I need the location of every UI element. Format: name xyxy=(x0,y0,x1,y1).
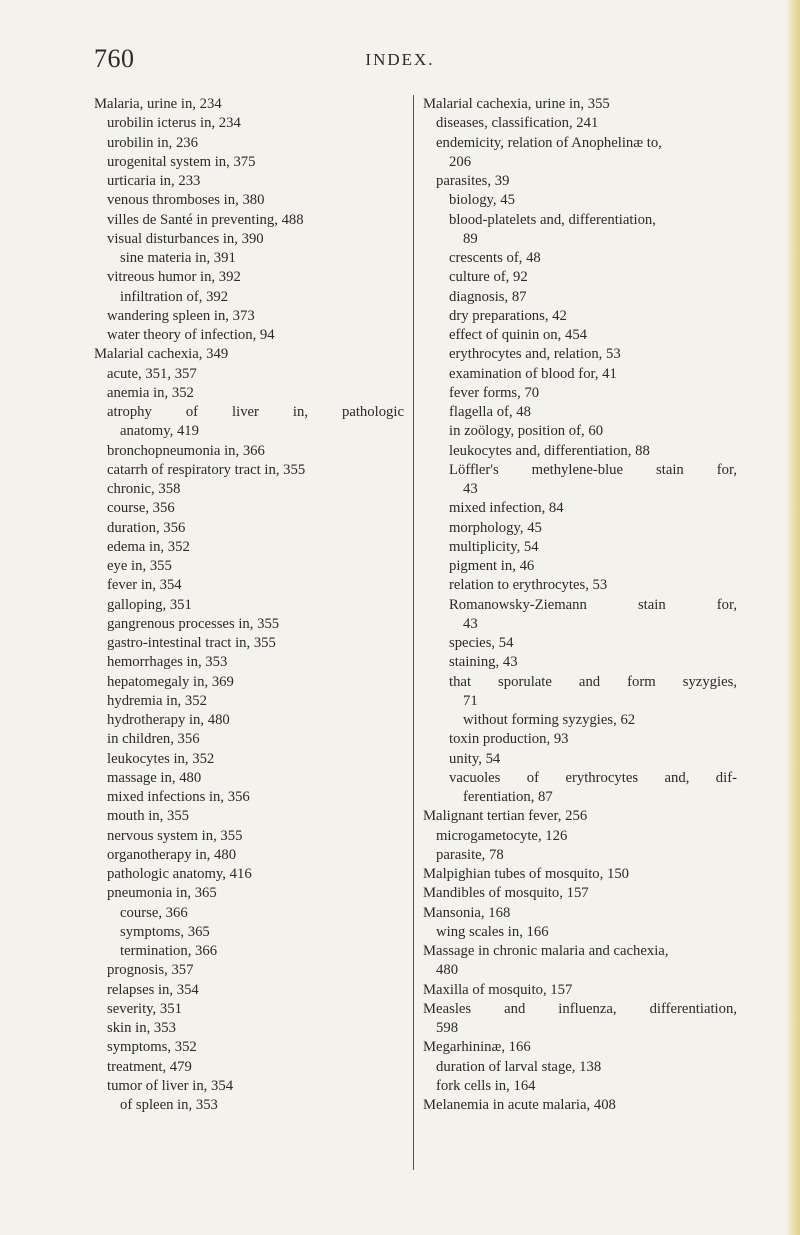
index-entry: Romanowsky-Ziemann stain for, xyxy=(449,596,737,613)
index-entry: leukocytes and, differentiation, 88 xyxy=(449,442,650,459)
index-entry: unity, 54 xyxy=(449,750,501,767)
index-entry: 598 xyxy=(436,1020,459,1036)
index-entry: fork cells in, 164 xyxy=(436,1077,536,1094)
page-edge-tint xyxy=(786,0,800,1235)
index-entry: erythrocytes and, relation, 53 xyxy=(449,346,621,363)
index-entry: pneumonia in, 365 xyxy=(107,885,217,902)
index-entry: multiplicity, 54 xyxy=(449,538,539,555)
index-entry: mixed infection, 84 xyxy=(449,500,564,517)
index-entry: 480 xyxy=(436,962,459,979)
index-entry: pathologic anatomy, 416 xyxy=(107,866,252,882)
index-entry: anemia in, 352 xyxy=(107,384,194,401)
index-entry: urticaria in, 233 xyxy=(107,173,201,189)
index-entry: visual disturbances in, 390 xyxy=(107,230,264,247)
index-entry: 71 xyxy=(463,692,478,709)
index-entry: infiltration of, 392 xyxy=(120,288,229,305)
column-divider xyxy=(413,95,414,1170)
index-entry: staining, 43 xyxy=(449,654,518,671)
index-entry: urobilin in, 236 xyxy=(107,134,198,151)
index-entry: massage in, 480 xyxy=(107,769,202,786)
index-entry: treatment, 479 xyxy=(107,1058,192,1075)
index-entry: leukocytes in, 352 xyxy=(107,750,215,767)
index-entry: wing scales in, 166 xyxy=(436,923,549,940)
index-entry: blood-platelets and, differentiation, xyxy=(449,211,656,228)
index-entry: acute, 351, 357 xyxy=(107,365,197,382)
index-entry: hydremia in, 352 xyxy=(107,692,207,709)
index-entry: relation to erythrocytes, 53 xyxy=(449,577,608,594)
index-entry: fever in, 354 xyxy=(107,577,182,594)
index-entry: urogenital system in, 375 xyxy=(107,153,256,170)
index-entry: course, 356 xyxy=(107,500,175,517)
index-entry: anatomy, 419 xyxy=(120,423,199,440)
index-entry: Löffler's methylene-blue stain for, xyxy=(449,461,737,478)
index-entry: parasite, 78 xyxy=(436,846,504,863)
index-entry: toxin production, 93 xyxy=(449,731,569,748)
index-entry: without forming syzygies, 62 xyxy=(463,712,636,728)
index-entry: Megarhininæ, 166 xyxy=(423,1039,531,1056)
index-entry: parasites, 39 xyxy=(436,173,510,189)
index-entry: vitreous humor in, 392 xyxy=(107,269,241,286)
index-entry: water theory of infection, 94 xyxy=(107,327,275,343)
index-entry: venous thromboses in, 380 xyxy=(107,192,265,209)
index-entry: of spleen in, 353 xyxy=(120,1097,218,1113)
index-entry: diseases, classification, 241 xyxy=(436,115,599,132)
index-entry: examination of blood for, 41 xyxy=(449,365,617,382)
index-entry: duration, 356 xyxy=(107,519,186,536)
index-entry: in children, 356 xyxy=(107,731,200,748)
index-entry: villes de Santé in preventing, 488 xyxy=(107,211,304,228)
index-entry: dry preparations, 42 xyxy=(449,307,567,324)
index-entry: prognosis, 357 xyxy=(107,962,194,979)
index-entry: chronic, 358 xyxy=(107,481,181,497)
index-column-left xyxy=(94,95,404,1115)
index-entry: atrophy of liver in, pathologic xyxy=(107,404,404,420)
index-entry: Measles and influenza, differentiation, xyxy=(423,1000,737,1017)
index-entry: termination, 366 xyxy=(120,943,218,959)
index-entry: fever forms, 70 xyxy=(449,384,540,401)
index-entry: Malarial cachexia, 349 xyxy=(94,346,229,363)
index-entry: Malignant tertian fever, 256 xyxy=(423,808,588,825)
index-entry: gangrenous processes in, 355 xyxy=(107,615,280,632)
index-entry: microgametocyte, 126 xyxy=(436,827,568,844)
index-entry: species, 54 xyxy=(449,635,514,651)
index-entry: flagella of, 48 xyxy=(449,404,531,420)
index-entry: Malaria, urine in, 234 xyxy=(94,96,222,112)
index-entry: Mansonia, 168 xyxy=(423,904,511,921)
page-number: 760 xyxy=(94,44,135,73)
index-entry: course, 366 xyxy=(120,904,188,921)
index-entry: vacuoles of erythrocytes and, dif- xyxy=(449,769,737,786)
index-entry: organotherapy in, 480 xyxy=(107,846,237,863)
index-entry: mixed infections in, 356 xyxy=(107,789,250,805)
index-entry: severity, 351 xyxy=(107,1000,182,1017)
index-entry: skin in, 353 xyxy=(107,1020,176,1036)
index-entry: catarrh of respiratory tract in, 355 xyxy=(107,461,306,478)
index-entry: duration of larval stage, 138 xyxy=(436,1058,602,1075)
index-entry: 43 xyxy=(463,615,478,632)
index-entry: Malpighian tubes of mosquito, 150 xyxy=(423,866,630,882)
index-entry: diagnosis, 87 xyxy=(449,288,527,305)
page-header xyxy=(0,44,800,80)
index-entry: 89 xyxy=(463,230,478,247)
index-entry: crescents of, 48 xyxy=(449,250,541,266)
index-entry: 206 xyxy=(449,153,472,170)
index-entry: urobilin icterus in, 234 xyxy=(107,115,241,132)
index-entry: biology, 45 xyxy=(449,192,515,209)
index-entry: edema in, 352 xyxy=(107,538,190,555)
index-entry: effect of quinin on, 454 xyxy=(449,327,588,343)
index-entry: symptoms, 352 xyxy=(107,1039,197,1056)
index-entry: nervous system in, 355 xyxy=(107,827,243,844)
index-entry: in zoölogy, position of, 60 xyxy=(449,423,604,440)
index-entry: that sporulate and form syzygies, xyxy=(449,673,737,690)
index-entry: 43 xyxy=(463,481,478,497)
index-entry: endemicity, relation of Anophelinæ to, xyxy=(436,134,662,151)
index-entry: culture of, 92 xyxy=(449,269,528,286)
index-column-right xyxy=(423,95,737,1115)
index-entry: sine materia in, 391 xyxy=(120,250,236,266)
index-entry: wandering spleen in, 373 xyxy=(107,307,255,324)
index-entry: morphology, 45 xyxy=(449,519,542,536)
index-entry: gastro-intestinal tract in, 355 xyxy=(107,635,276,651)
index-entry: bronchopneumonia in, 366 xyxy=(107,442,265,459)
index-entry: ferentiation, 87 xyxy=(463,789,553,805)
index-entry: pigment in, 46 xyxy=(449,558,535,574)
index-entry: Maxilla of mosquito, 157 xyxy=(423,981,573,998)
index-entry: symptoms, 365 xyxy=(120,923,210,940)
index-entry: relapses in, 354 xyxy=(107,981,199,998)
index-entry: Mandibles of mosquito, 157 xyxy=(423,885,589,902)
index-entry: Massage in chronic malaria and cachexia, xyxy=(423,943,669,959)
index-entry: eye in, 355 xyxy=(107,558,172,574)
index-entry: mouth in, 355 xyxy=(107,808,190,825)
index-entry: Malarial cachexia, urine in, 355 xyxy=(423,96,610,112)
index-entry: hydrotherapy in, 480 xyxy=(107,712,230,728)
index-entry: hemorrhages in, 353 xyxy=(107,654,228,671)
index-entry: galloping, 351 xyxy=(107,596,192,613)
index-entry: Melanemia in acute malaria, 408 xyxy=(423,1097,616,1113)
index-entry: hepatomegaly in, 369 xyxy=(107,673,234,690)
running-head-title: INDEX. xyxy=(365,50,435,69)
index-entry: tumor of liver in, 354 xyxy=(107,1077,234,1094)
